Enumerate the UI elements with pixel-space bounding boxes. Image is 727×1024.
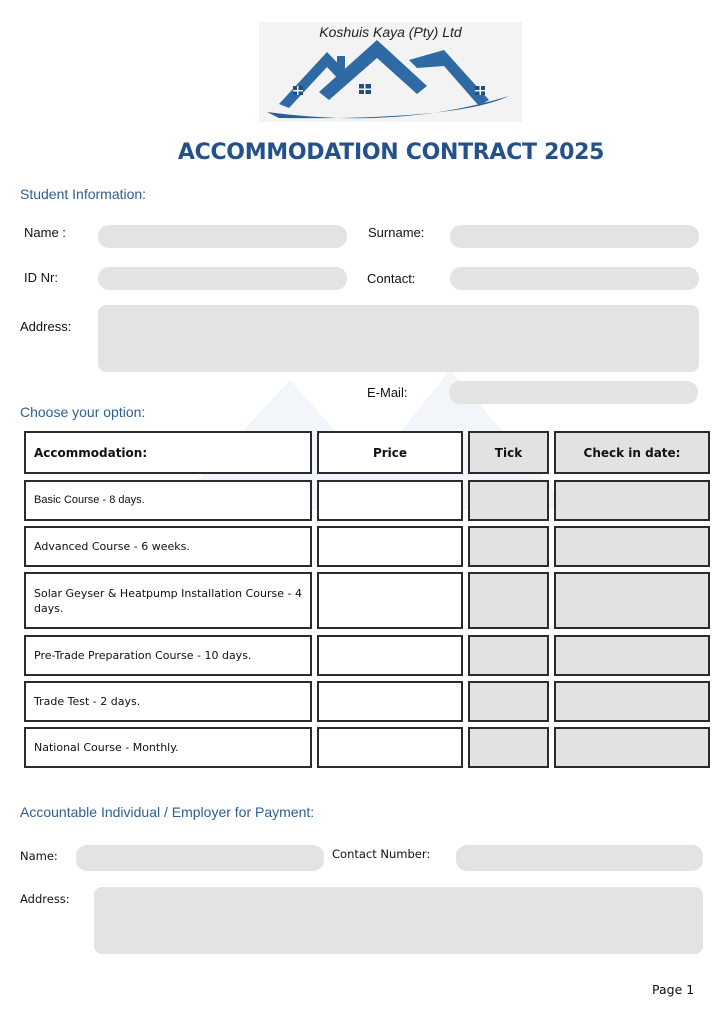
course-label: Trade Test - 2 days. <box>24 681 312 722</box>
company-name: Koshuis Kaya (Pty) Ltd <box>319 24 462 40</box>
price-cell[interactable] <box>317 681 463 722</box>
checkin-date-cell[interactable] <box>554 681 710 722</box>
tick-cell[interactable] <box>468 727 549 768</box>
options-heading: Choose your option: <box>20 404 146 420</box>
payer-contact-input[interactable] <box>456 845 703 871</box>
header-tick: Tick <box>468 431 549 474</box>
payer-name-input[interactable] <box>76 845 324 871</box>
checkin-date-cell[interactable] <box>554 572 710 629</box>
price-cell[interactable] <box>317 727 463 768</box>
address-input[interactable] <box>98 305 699 372</box>
surname-input[interactable] <box>450 225 699 248</box>
payer-contact-label: Contact Number: <box>332 847 431 861</box>
contact-input[interactable] <box>450 267 699 290</box>
address-label: Address: <box>20 319 72 334</box>
page-number: Page 1 <box>652 982 695 997</box>
company-logo <box>259 22 522 122</box>
name-input[interactable] <box>98 225 347 248</box>
id-number-label: ID Nr: <box>24 270 58 285</box>
checkin-date-cell[interactable] <box>554 526 710 567</box>
checkin-date-cell[interactable] <box>554 480 710 521</box>
price-cell[interactable] <box>317 526 463 567</box>
tick-cell[interactable] <box>468 572 549 629</box>
email-input[interactable] <box>449 381 698 404</box>
course-label: Basic Course - 8 days. <box>24 480 312 521</box>
course-label: Advanced Course - 6 weeks. <box>24 526 312 567</box>
course-label: Solar Geyser & Heatpump Installation Course - 4 days. <box>24 572 312 629</box>
checkin-date-cell[interactable] <box>554 727 710 768</box>
tick-cell[interactable] <box>468 635 549 676</box>
name-label: Name : <box>24 225 66 240</box>
course-label: National Course - Monthly. <box>24 727 312 768</box>
email-label: E-Mail: <box>367 385 408 400</box>
price-cell[interactable] <box>317 635 463 676</box>
tick-cell[interactable] <box>468 681 549 722</box>
header-price: Price <box>317 431 463 474</box>
id-number-input[interactable] <box>98 267 347 290</box>
payer-address-input[interactable] <box>94 887 703 954</box>
header-checkin: Check in date: <box>554 431 710 474</box>
checkin-date-cell[interactable] <box>554 635 710 676</box>
surname-label: Surname: <box>368 225 425 240</box>
price-cell[interactable] <box>317 572 463 629</box>
payer-name-label: Name: <box>20 849 58 863</box>
houses-roof-logo-icon <box>259 22 522 122</box>
price-cell[interactable] <box>317 480 463 521</box>
course-label: Pre-Trade Preparation Course - 10 days. <box>24 635 312 676</box>
header-accommodation: Accommodation: <box>24 431 312 474</box>
payer-address-label: Address: <box>20 892 70 906</box>
payer-heading: Accountable Individual / Employer for Payment: <box>20 804 315 820</box>
student-info-heading: Student Information: <box>20 186 147 202</box>
contact-label: Contact: <box>367 271 416 286</box>
tick-cell[interactable] <box>468 526 549 567</box>
page-title: ACCOMMODATION CONTRACT 2025 <box>177 140 605 165</box>
tick-cell[interactable] <box>468 480 549 521</box>
